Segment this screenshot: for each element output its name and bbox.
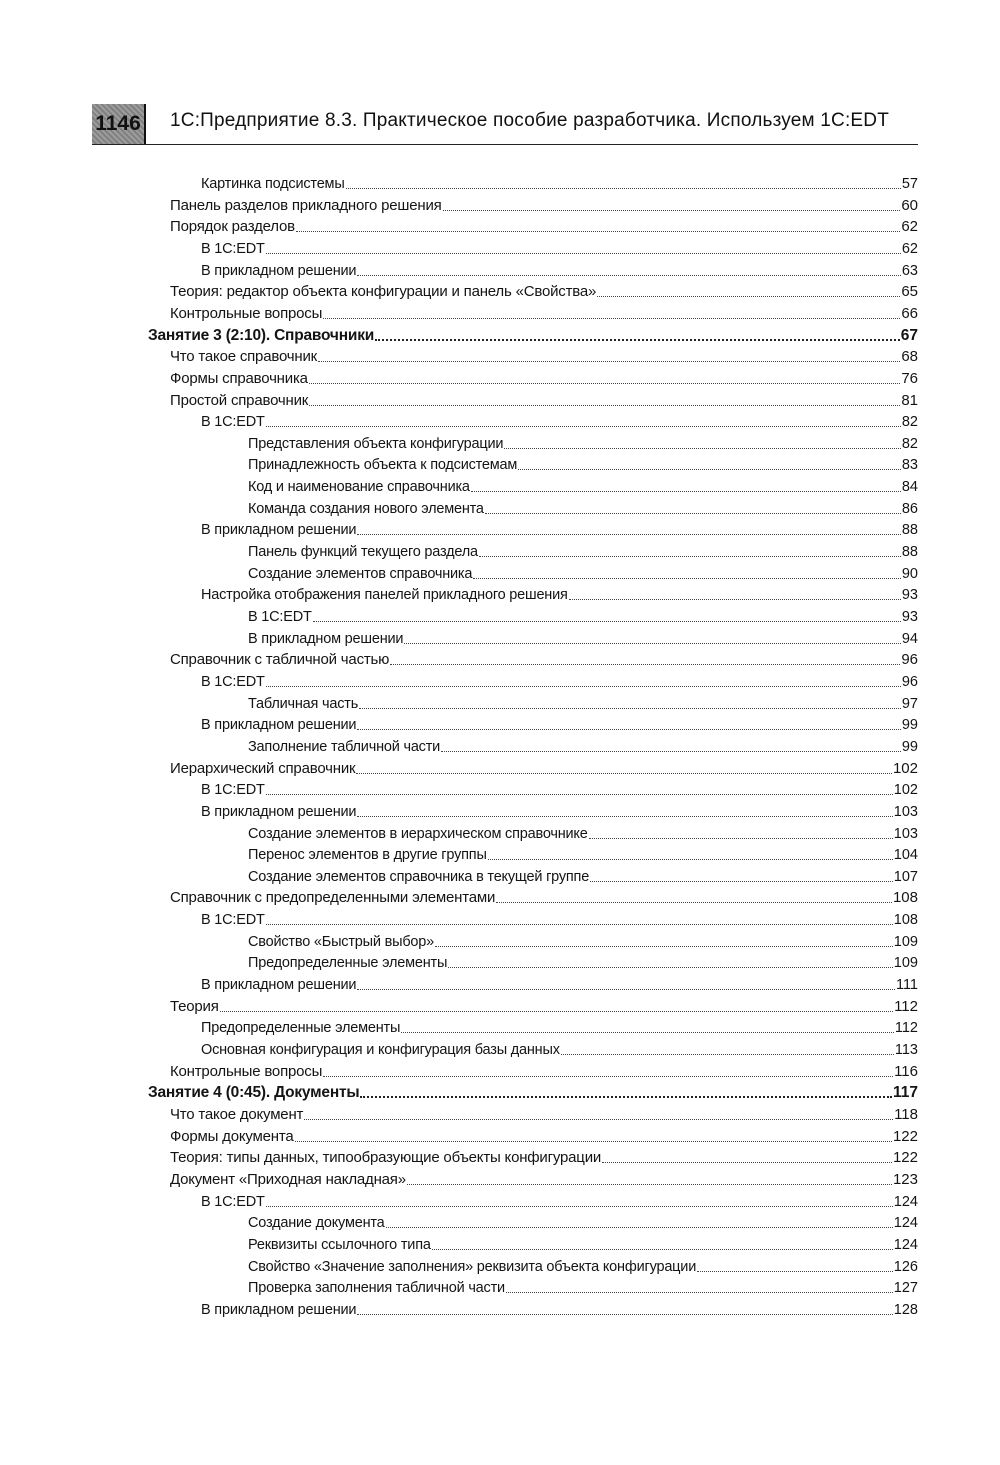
toc-entry-title: Формы документа bbox=[170, 1127, 294, 1145]
dot-leader bbox=[295, 1141, 892, 1142]
toc-entry-title: Код и наименование справочника bbox=[248, 479, 470, 496]
toc-entry-title: Создание документа bbox=[248, 1215, 385, 1232]
toc-entry bbox=[248, 691, 918, 713]
toc-entry bbox=[201, 236, 918, 258]
toc-entry bbox=[201, 669, 918, 691]
toc-entry-page: 94 bbox=[901, 630, 918, 647]
toc-entry-title: Документ «Приходная накладная» bbox=[170, 1170, 406, 1188]
toc-entry-page: 97 bbox=[901, 695, 918, 712]
toc-entry-page: 103 bbox=[893, 803, 918, 820]
dot-leader bbox=[323, 1076, 893, 1077]
toc-entry-page: 126 bbox=[893, 1258, 918, 1275]
dot-leader bbox=[496, 902, 892, 903]
toc-entry-title: В 1С:EDT bbox=[201, 782, 265, 799]
toc-entry bbox=[248, 842, 918, 864]
dot-leader bbox=[471, 491, 901, 492]
dot-leader bbox=[518, 469, 901, 470]
toc-entry-title: Предопределенные элементы bbox=[248, 955, 448, 972]
dot-leader bbox=[266, 426, 901, 427]
toc-entry bbox=[201, 171, 918, 193]
toc-entry-page: 128 bbox=[893, 1301, 918, 1318]
toc-entry bbox=[248, 474, 918, 496]
dot-leader bbox=[266, 924, 893, 925]
dot-leader bbox=[309, 383, 901, 384]
dot-leader bbox=[360, 1096, 892, 1098]
page-header bbox=[92, 104, 918, 145]
toc-entry bbox=[201, 582, 918, 604]
dot-leader bbox=[359, 708, 901, 709]
toc-entry bbox=[201, 517, 918, 539]
toc-entry-page: 68 bbox=[901, 348, 918, 366]
toc-entry-title: Предопределенные элементы bbox=[201, 1020, 401, 1037]
dot-leader bbox=[504, 448, 901, 449]
toc-entry-page: 109 bbox=[893, 955, 918, 972]
toc-entry-page: 93 bbox=[901, 609, 918, 625]
toc-entry bbox=[201, 258, 918, 280]
toc-entry bbox=[248, 431, 918, 453]
dot-leader bbox=[313, 621, 901, 622]
toc-entry bbox=[248, 950, 918, 972]
toc-entry-page: 109 bbox=[893, 933, 918, 950]
dot-leader bbox=[220, 1011, 893, 1012]
toc-entry-page: 124 bbox=[893, 1193, 918, 1210]
toc-entry-title: Свойство «Значение заполнения» реквизита объекта конфигурации bbox=[248, 1258, 697, 1275]
toc-entry-page: 65 bbox=[901, 283, 918, 301]
toc-entry-title: Основная конфигурация и конфигурация базы данных bbox=[201, 1042, 560, 1058]
toc-entry bbox=[248, 604, 918, 626]
toc-entry-page: 111 bbox=[895, 977, 918, 994]
dot-leader bbox=[443, 210, 901, 211]
toc-entry-title: Перенос элементов в другие группы bbox=[248, 847, 487, 864]
toc-entry-page: 108 bbox=[892, 889, 918, 907]
toc-entry-page: 124 bbox=[893, 1215, 918, 1232]
dot-leader bbox=[506, 1292, 893, 1293]
toc-entry bbox=[170, 279, 918, 301]
toc-entry-page: 90 bbox=[901, 565, 918, 582]
dot-leader bbox=[323, 318, 900, 319]
toc-entry-title: Формы справочника bbox=[170, 369, 308, 387]
toc-entry-page: 112 bbox=[894, 997, 918, 1015]
toc-entry-title: Простой справочник bbox=[170, 391, 309, 409]
toc-entry-title: Что такое справочник bbox=[170, 348, 317, 366]
toc-entry-title: Создание элементов справочника в текущей группе bbox=[248, 868, 590, 885]
dot-leader bbox=[404, 643, 901, 644]
toc-entry-page: 66 bbox=[901, 304, 918, 322]
toc-entry bbox=[170, 1167, 918, 1189]
dot-leader bbox=[309, 405, 900, 406]
toc-entry bbox=[170, 193, 918, 215]
toc-entry bbox=[248, 452, 918, 474]
toc-entry-title: Теория: редактор объекта конфигурации и панель «Свойства» bbox=[170, 283, 597, 301]
toc-entry-title: Свойство «Быстрый выбор» bbox=[248, 933, 435, 950]
toc-entry bbox=[201, 712, 918, 734]
toc-entry bbox=[201, 1297, 918, 1319]
toc-entry-page: 102 bbox=[892, 759, 918, 777]
toc-entry-title: Реквизиты ссылочного типа bbox=[248, 1236, 431, 1253]
toc-entry bbox=[248, 539, 918, 561]
toc-entry-title: Картинка подсистемы bbox=[201, 176, 345, 192]
toc-entry-page: 113 bbox=[894, 1042, 918, 1058]
toc-entry bbox=[201, 907, 918, 929]
dot-leader bbox=[346, 188, 901, 189]
toc-entry bbox=[170, 1059, 918, 1081]
dot-leader bbox=[266, 686, 901, 687]
toc-entry-page: 107 bbox=[893, 868, 918, 885]
toc-entry-page: 82 bbox=[901, 435, 918, 452]
toc-entry bbox=[170, 994, 918, 1016]
toc-entry-page: 99 bbox=[901, 738, 918, 755]
dot-leader bbox=[357, 729, 901, 730]
dot-leader bbox=[561, 1054, 894, 1055]
toc-entry-title: Теория: типы данных, типообразующие объекты конфигурации bbox=[170, 1149, 602, 1167]
toc-entry-title: Создание элементов справочника bbox=[248, 565, 473, 582]
toc-entry-page: 117 bbox=[892, 1084, 918, 1102]
toc-entry bbox=[170, 647, 918, 669]
toc-entry-page: 127 bbox=[893, 1280, 918, 1297]
toc-entry-title: Создание элементов в иерархическом справочнике bbox=[248, 825, 588, 842]
dot-leader bbox=[401, 1032, 894, 1033]
toc-entry bbox=[201, 972, 918, 994]
toc-entry-title: Настройка отображения панелей прикладного решения bbox=[201, 587, 568, 604]
toc-entry-page: 118 bbox=[894, 1105, 918, 1123]
dot-leader bbox=[473, 578, 901, 579]
toc-entry-title: Панель функций текущего раздела bbox=[248, 544, 478, 561]
dot-leader bbox=[435, 946, 893, 947]
book-title: 1С:Предприятие 8.3. Практическое пособие разработчика. Используем 1С:EDT bbox=[170, 110, 890, 131]
toc-entry-title: Принадлежность объекта к подсистемам bbox=[248, 457, 518, 474]
toc-entry-page: 62 bbox=[901, 240, 918, 257]
toc-chapter bbox=[148, 1080, 918, 1102]
toc-entry bbox=[248, 1254, 918, 1276]
toc-entry bbox=[201, 1189, 918, 1211]
toc-entry-page: 122 bbox=[892, 1149, 918, 1167]
toc-entry-page: 93 bbox=[901, 587, 918, 604]
toc-entry-title: Контрольные вопросы bbox=[170, 1062, 323, 1080]
toc-entry-page: 122 bbox=[892, 1127, 918, 1145]
toc-entry-title: В 1С:EDT bbox=[201, 414, 265, 431]
toc-entry-page: 96 bbox=[901, 651, 918, 669]
toc-entry-page: 102 bbox=[893, 782, 918, 799]
toc-entry-title: Справочник с предопределенными элементами bbox=[170, 889, 496, 907]
dot-leader bbox=[357, 534, 901, 535]
dot-leader bbox=[697, 1271, 893, 1272]
dot-leader bbox=[432, 1249, 893, 1250]
dot-leader bbox=[357, 275, 901, 276]
toc-entry bbox=[248, 626, 918, 648]
toc-entry bbox=[201, 799, 918, 821]
dot-leader bbox=[602, 1162, 892, 1163]
dot-leader bbox=[597, 296, 900, 297]
dot-leader bbox=[441, 751, 901, 752]
toc-entry bbox=[248, 561, 918, 583]
toc-entry bbox=[201, 777, 918, 799]
toc-entry-page: 108 bbox=[893, 912, 918, 929]
toc-entry bbox=[170, 1124, 918, 1146]
toc-chapter bbox=[148, 323, 918, 345]
toc-entry-title: Справочник с табличной частью bbox=[170, 651, 390, 669]
toc-entry-title: В 1С:EDT bbox=[201, 912, 265, 929]
toc-entry bbox=[170, 214, 918, 236]
toc-entry bbox=[201, 409, 918, 431]
toc-entry-title: Представления объекта конфигурации bbox=[248, 435, 504, 452]
toc-entry-page: 123 bbox=[892, 1170, 918, 1188]
toc-entry bbox=[170, 301, 918, 323]
page-number: 1146 bbox=[92, 104, 146, 144]
dot-leader bbox=[488, 859, 893, 860]
toc-entry-title: В 1С:EDT bbox=[201, 673, 265, 690]
toc-entry-page: 83 bbox=[901, 457, 918, 474]
dot-leader bbox=[266, 1206, 893, 1207]
toc-entry-title: Теория bbox=[170, 997, 219, 1015]
toc-entry-page: 88 bbox=[901, 544, 918, 561]
toc-entry-page: 57 bbox=[901, 176, 918, 192]
toc-entry bbox=[248, 1275, 918, 1297]
toc-entry-page: 63 bbox=[901, 262, 918, 279]
toc-entry-title: Табличная часть bbox=[248, 695, 359, 712]
toc-entry bbox=[170, 388, 918, 410]
dot-leader bbox=[375, 339, 900, 341]
toc-entry bbox=[201, 1015, 918, 1037]
toc-entry bbox=[248, 496, 918, 518]
toc-entry bbox=[170, 1102, 918, 1124]
toc-entry-page: 88 bbox=[901, 522, 918, 539]
toc-entry bbox=[170, 885, 918, 907]
toc-entry-title: Заполнение табличной части bbox=[248, 738, 441, 755]
toc-entry-title: Команда создания нового элемента bbox=[248, 500, 484, 517]
toc-entry-page: 76 bbox=[901, 369, 918, 387]
toc-entry bbox=[170, 1145, 918, 1167]
toc-entry-page: 103 bbox=[893, 825, 918, 842]
dot-leader bbox=[357, 816, 892, 817]
toc-entry-page: 62 bbox=[901, 218, 918, 236]
toc-entry-title: Панель разделов прикладного решения bbox=[170, 196, 442, 214]
toc-entry-title: В прикладном решении bbox=[201, 803, 357, 820]
dot-leader bbox=[356, 773, 892, 774]
toc-entry-title: В прикладном решении bbox=[201, 1301, 357, 1318]
toc-entry-page: 81 bbox=[901, 391, 918, 409]
toc-entry-page: 86 bbox=[901, 500, 918, 517]
dot-leader bbox=[304, 1119, 893, 1120]
toc-entry-title: Занятие 4 (0:45). Документы bbox=[148, 1084, 360, 1102]
dot-leader bbox=[590, 881, 893, 882]
toc-entry-title: В прикладном решении bbox=[201, 262, 357, 279]
toc-entry bbox=[170, 344, 918, 366]
toc-entry-page: 84 bbox=[901, 479, 918, 496]
toc-entry bbox=[170, 366, 918, 388]
toc-entry bbox=[248, 821, 918, 843]
dot-leader bbox=[386, 1227, 893, 1228]
toc-entry-title: В 1С:EDT bbox=[201, 240, 265, 257]
dot-leader bbox=[390, 664, 900, 665]
toc-entry-page: 67 bbox=[900, 326, 918, 344]
toc-entry-title: Порядок разделов bbox=[170, 218, 295, 236]
toc-entry-title: В прикладном решении bbox=[201, 522, 357, 539]
dot-leader bbox=[485, 513, 901, 514]
dot-leader bbox=[357, 989, 895, 990]
toc-entry-title: Проверка заполнения табличной части bbox=[248, 1280, 505, 1297]
toc-entry-title: Что такое документ bbox=[170, 1105, 304, 1123]
toc-entry bbox=[201, 1037, 918, 1059]
dot-leader bbox=[407, 1184, 892, 1185]
toc-entry-title: В прикладном решении bbox=[201, 977, 357, 994]
dot-leader bbox=[296, 231, 900, 232]
dot-leader bbox=[448, 967, 893, 968]
dot-leader bbox=[266, 794, 893, 795]
toc-entry bbox=[170, 756, 918, 778]
toc-entry bbox=[248, 1232, 918, 1254]
toc-entry-title: В 1С:EDT bbox=[248, 609, 312, 625]
toc-entry-title: В прикладном решении bbox=[248, 630, 404, 647]
dot-leader bbox=[569, 599, 901, 600]
dot-leader bbox=[479, 556, 901, 557]
toc-entry-title: В 1С:EDT bbox=[201, 1193, 265, 1210]
toc-entry-page: 112 bbox=[894, 1020, 918, 1037]
toc-entry-title: Занятие 3 (2:10). Справочники bbox=[148, 326, 375, 344]
toc-entry-page: 116 bbox=[894, 1062, 918, 1080]
toc-entry-page: 99 bbox=[901, 717, 918, 734]
toc-entry-page: 82 bbox=[901, 414, 918, 431]
toc-entry bbox=[248, 734, 918, 756]
toc-entry-page: 60 bbox=[901, 196, 918, 214]
dot-leader bbox=[589, 838, 893, 839]
dot-leader bbox=[357, 1314, 892, 1315]
toc-entry bbox=[248, 864, 918, 886]
toc-entry-title: Контрольные вопросы bbox=[170, 304, 323, 322]
toc-entry-title: В прикладном решении bbox=[201, 717, 357, 734]
toc-entry bbox=[248, 929, 918, 951]
toc-entry-page: 124 bbox=[893, 1236, 918, 1253]
toc-entry-page: 96 bbox=[901, 673, 918, 690]
dot-leader bbox=[318, 361, 900, 362]
toc-entry-page: 104 bbox=[893, 847, 918, 864]
toc-entry bbox=[248, 1210, 918, 1232]
dot-leader bbox=[266, 253, 901, 254]
toc-entry-title: Иерархический справочник bbox=[170, 759, 356, 777]
